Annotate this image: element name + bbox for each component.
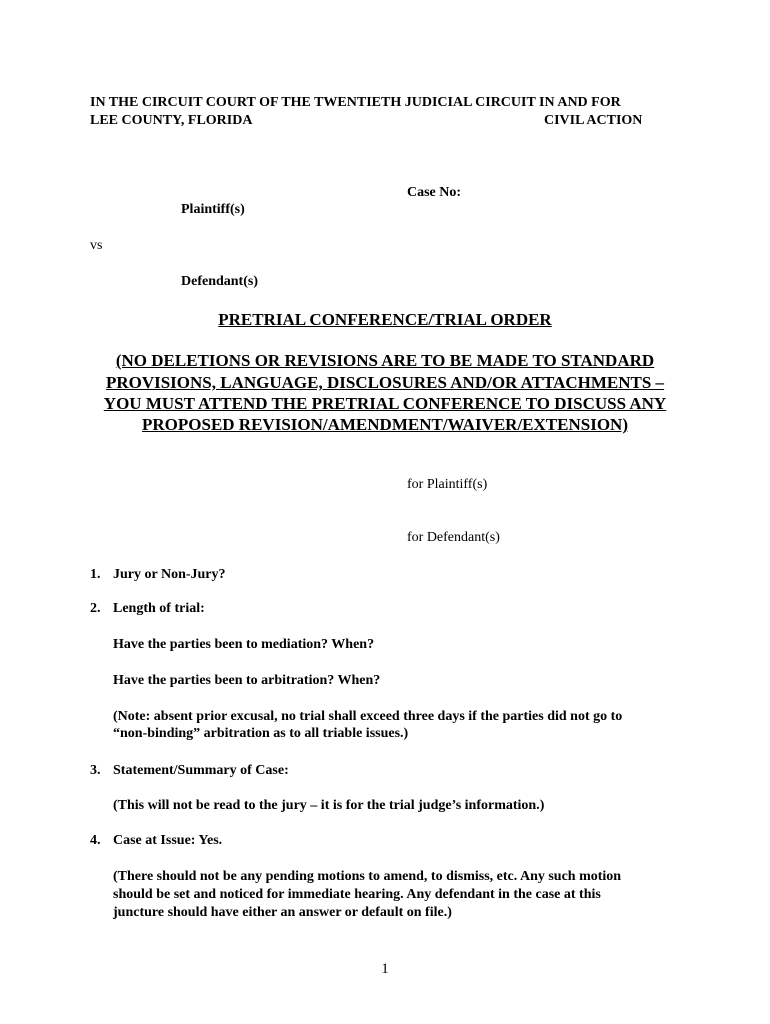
warning-line-2: PROVISIONS, LANGUAGE, DISCLOSURES AND/OR ATTACHMENTS – <box>105 373 665 392</box>
item-4-note-line1: (There should not be any pending motions to amend, to dismiss, etc. Any such motion <box>113 869 622 884</box>
counsel-for-plaintiff: for Plaintiff(s) <box>407 477 488 492</box>
item-2-mediation: Have the parties been to mediation? When? <box>113 637 375 652</box>
item-2-number: 2. <box>90 601 101 616</box>
warning-line-4: PROPOSED REVISION/AMENDMENT/WAIVER/EXTENSION) <box>142 415 628 434</box>
warning-line-1: (NO DELETIONS OR REVISIONS ARE TO BE MADE TO STANDARD <box>115 351 655 370</box>
document-title: PRETRIAL CONFERENCE/TRIAL ORDER <box>218 310 552 329</box>
item-1-number: 1. <box>90 567 101 582</box>
item-2-note-line2: “non-binding” arbitration as to all triable issues.) <box>113 726 409 741</box>
civil-action-label: CIVIL ACTION <box>544 113 643 128</box>
item-4-number: 4. <box>90 833 101 848</box>
warning-line-3: YOU MUST ATTEND THE PRETRIAL CONFERENCE TO DISCUSS ANY <box>103 394 667 413</box>
court-heading-line1: IN THE CIRCUIT COURT OF THE TWENTIETH JUDICIAL CIRCUIT IN AND FOR <box>90 95 621 110</box>
defendant-label: Defendant(s) <box>181 274 258 289</box>
counsel-for-defendant: for Defendant(s) <box>407 530 500 545</box>
item-4-note-line2: should be set and noticed for immediate hearing. Any defendant in the case at this <box>113 887 601 902</box>
plaintiff-label: Plaintiff(s) <box>181 202 245 217</box>
versus-label: vs <box>90 238 103 253</box>
item-4-note-line3: juncture should have either an answer or default on file.) <box>113 905 452 920</box>
item-3-text: Statement/Summary of Case: <box>113 763 289 778</box>
item-2-arbitration: Have the parties been to arbitration? When? <box>113 673 381 688</box>
case-number-label: Case No: <box>407 185 462 200</box>
page-number: 1 <box>381 961 389 977</box>
item-2-text: Length of trial: <box>113 601 205 616</box>
item-4-text: Case at Issue: Yes. <box>113 833 223 848</box>
item-3-number: 3. <box>90 763 101 778</box>
item-2-note-line1: (Note: absent prior excusal, no trial shall exceed three days if the parties did not go to <box>113 709 623 724</box>
court-heading-line2: LEE COUNTY, FLORIDA <box>90 113 253 128</box>
item-1-text: Jury or Non-Jury? <box>113 567 226 582</box>
item-3-note: (This will not be read to the jury – it is for the trial judge’s information.) <box>113 798 545 813</box>
